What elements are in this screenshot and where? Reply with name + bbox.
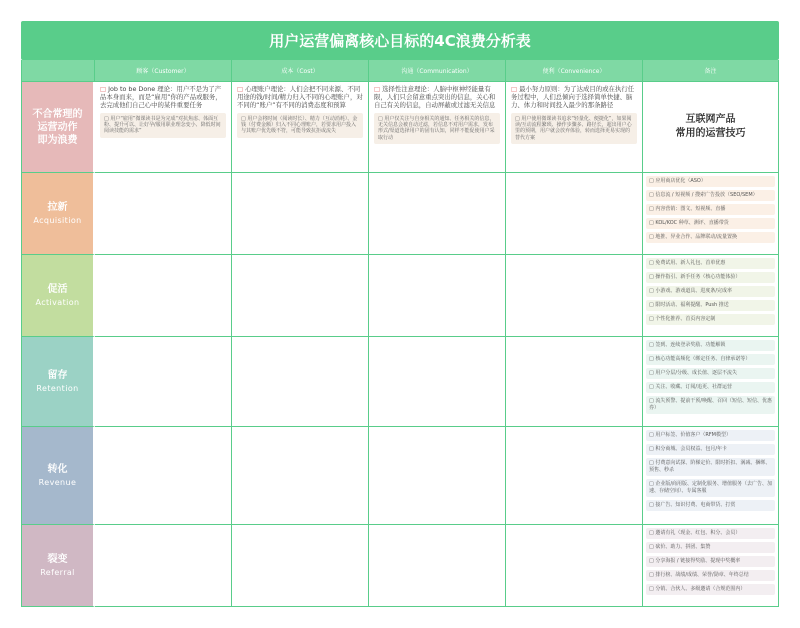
empty-cell[interactable]: [369, 173, 506, 255]
note-text: 排行榜、战绩/成绩、荣誉/勋章、年终总结: [655, 572, 749, 578]
bullet-icon: □: [649, 302, 656, 308]
cost-note: [237, 113, 363, 138]
communication-theory-text: 选择性注意理论：人脑中枢神经能量有限，人们只会留意重点突出的信息，关心和自己有关的信息，自动屏蔽或过滤无关信息: [374, 85, 496, 110]
empty-cell[interactable]: [369, 255, 506, 337]
convenience-theory-text: 最小努力原则：为了达成目的或在执行任务过程中，人们总倾向于选择简单快捷、脑力、体力和时间投入最少的那条路径: [511, 85, 635, 110]
stage-notes: [643, 173, 779, 255]
note-item: [646, 232, 775, 243]
empty-cell[interactable]: [95, 525, 232, 607]
stage-label-cn: 留存: [47, 369, 68, 381]
note-text: 个性化推荐、首页内容定制: [655, 316, 716, 322]
note-item: [646, 368, 775, 379]
stage-label: [21, 427, 95, 525]
note-text: 小游戏、游戏道具、进度条/完成率: [655, 288, 733, 294]
empty-cell[interactable]: [95, 337, 232, 427]
note-item: [646, 500, 775, 511]
empty-cell[interactable]: [369, 337, 506, 427]
page-title: 用户运营偏离核心目标的4C浪费分析表: [21, 21, 779, 60]
stage-label-en: Acquisition: [33, 215, 82, 225]
header-corner: [21, 60, 95, 82]
stage-row: [21, 173, 779, 255]
bullet-icon: □: [649, 342, 656, 348]
bullet-icon: □: [649, 544, 656, 550]
note-item: [646, 542, 775, 553]
empty-cell[interactable]: [232, 255, 369, 337]
note-text: KOL/KOC 种草、测评、直播带货: [655, 220, 729, 226]
stage-row: [21, 255, 779, 337]
empty-cell[interactable]: [232, 525, 369, 607]
header-communication: 沟通（Communication）: [369, 60, 506, 82]
bullet-icon: □: [649, 446, 656, 452]
note-item: [646, 528, 775, 539]
note-item: [646, 382, 775, 393]
customer-theory-text: Job to be Done 理论：用户不是为了产品本身而来，而是“雇用”你的产品或服务，去完成他们自己心中的某件重要任务: [100, 85, 222, 110]
empty-cell[interactable]: [506, 173, 643, 255]
stage-label-en: Referral: [40, 567, 75, 577]
stage-rows: [21, 173, 779, 607]
bullet-icon: □: [374, 85, 383, 93]
stage-notes: [643, 337, 779, 427]
note-item: [646, 556, 775, 567]
cost-note-text: 用户会将时间（阅读时长）、精力（互动消耗）、金钱（付费金额）归入不同心理账户，若要求用户投入与其账户优先级不符，可能导致抗拒或流失: [241, 115, 358, 135]
bullet-icon: □: [649, 220, 656, 226]
stage-label-cn: 转化: [47, 463, 68, 475]
stage-row: [21, 337, 779, 427]
note-text: 信息流 / 短视频 / 搜索广告投放（SEO/SEM）: [655, 192, 758, 198]
note-item: [646, 354, 775, 365]
remark-heading-cell: [643, 82, 779, 173]
note-text: 付费意向试探、阶梯定价、限时折扣、满减、捆绑、预售、秒杀: [649, 460, 771, 473]
stage-row: [21, 427, 779, 525]
bullet-icon: □: [649, 274, 656, 280]
note-item: [646, 218, 775, 229]
note-item: [646, 458, 775, 476]
header-cost: 成本（Cost）: [232, 60, 369, 82]
bullet-icon: □: [649, 356, 656, 362]
customer-theory: [100, 85, 226, 110]
stage-label-cn: 促活: [47, 283, 68, 295]
note-text: 签到、连续登录奖励、功能解锁: [655, 342, 726, 348]
bullet-icon: □: [649, 234, 656, 240]
note-text: 接广告、知识付费、电商带货、打赏: [655, 502, 736, 508]
empty-cell[interactable]: [232, 337, 369, 427]
cost-theory-cell: [232, 82, 369, 173]
bullet-icon: □: [241, 115, 248, 122]
bullet-icon: □: [649, 178, 656, 184]
header-convenience: 便利（Convenience）: [506, 60, 643, 82]
note-item: [646, 479, 775, 497]
bullet-icon: □: [649, 288, 656, 294]
empty-cell[interactable]: [232, 427, 369, 525]
note-text: 限时活动、福利提醒、Push 推送: [655, 302, 729, 308]
note-item: [646, 430, 775, 441]
stage-label: [21, 173, 95, 255]
empty-cell[interactable]: [95, 173, 232, 255]
bullet-icon: □: [378, 115, 385, 122]
stage-label-en: Activation: [35, 297, 80, 307]
bullet-icon: □: [649, 481, 656, 487]
bullet-icon: □: [100, 85, 109, 93]
header-customer: 顾客（Customer）: [95, 60, 232, 82]
convenience-theory: [511, 85, 637, 110]
header-remark: 备注: [643, 60, 779, 82]
bullet-icon: □: [649, 586, 656, 592]
stage-notes: [643, 255, 779, 337]
note-item: [646, 396, 775, 414]
header-row: [21, 60, 779, 82]
bullet-icon: □: [649, 530, 656, 536]
customer-note-text: 用户“雇用”微课读书是为完成“对抗焦虑、体面互粉、提升可以、让好孕/服用职业理念变小、降低时间阅读技能的需求”: [104, 115, 221, 135]
stage-label-en: Retention: [36, 383, 79, 393]
stage-notes: [643, 525, 779, 607]
bullet-icon: □: [649, 398, 656, 404]
bullet-icon: □: [649, 384, 656, 390]
note-text: 关注、收藏、订阅/追更、社群运营: [655, 384, 733, 390]
note-item: [646, 570, 775, 581]
convenience-note: [511, 113, 637, 145]
bullet-icon: □: [649, 460, 656, 466]
note-text: 分销、合伙人、多级邀请（合规范围内）: [655, 586, 746, 592]
convenience-note-text: 用户使用微课读书追求“轻量化、便捷化”，如果阅读/互动流程繁琐、操作步骤多、路径长，超出用户心里的预期，用户就会放弃体验，转而选择更易实现的替代方案: [515, 115, 632, 141]
customer-note: [100, 113, 226, 138]
note-item: [646, 300, 775, 311]
bullet-icon: □: [649, 502, 656, 508]
bullet-icon: □: [649, 316, 656, 322]
note-text: 地推、异业合作、品牌联动/流量置换: [655, 234, 738, 240]
empty-cell[interactable]: [506, 255, 643, 337]
cost-theory: [237, 85, 363, 110]
stage-label: [21, 525, 95, 607]
communication-theory: [374, 85, 500, 110]
bullet-icon: □: [237, 85, 246, 93]
note-item: [646, 190, 775, 201]
bullet-icon: □: [649, 206, 656, 212]
stage-label-cn: 裂变: [47, 553, 68, 565]
note-item: [646, 272, 775, 283]
bullet-icon: □: [649, 260, 656, 266]
bullet-icon: □: [511, 85, 520, 93]
convenience-theory-cell: [506, 82, 643, 173]
stage-label: [21, 255, 95, 337]
empty-cell[interactable]: [232, 173, 369, 255]
remark-heading: 互联网产品: [685, 114, 736, 125]
note-text: 用户标签、价值客户（RFM模型）: [655, 432, 731, 438]
row-label-waste: [21, 82, 95, 173]
note-text: 分享海报 / 链接得奖励、提现中奖概率: [655, 558, 741, 564]
note-item: [646, 286, 775, 297]
bullet-icon: □: [515, 115, 522, 122]
waste-label-line: 运营动作: [37, 121, 78, 133]
note-item: [646, 314, 775, 325]
bullet-icon: □: [649, 432, 656, 438]
waste-row: [21, 82, 779, 173]
empty-cell[interactable]: [506, 427, 643, 525]
stage-label-cn: 拉新: [47, 201, 68, 213]
communication-note-text: 用户仅关注与自身相关的通知、任务相关的信息，无关信息会被自动过滤，若信息不对用户需求，发布形式/渠道选择用户的固有认知，同样不能促使用户采取行动: [378, 115, 495, 141]
note-text: 砍价、助力、拼团、集赞: [655, 544, 711, 550]
note-text: 邀请有礼（现金、红包、积分、会员）: [655, 530, 741, 536]
customer-theory-cell: [95, 82, 232, 173]
waste-label-line: 不合常理的: [32, 108, 83, 120]
stage-row: [21, 525, 779, 607]
bullet-icon: □: [649, 572, 656, 578]
analysis-table: [21, 60, 779, 607]
note-item: [646, 258, 775, 269]
empty-cell[interactable]: [95, 255, 232, 337]
note-item: [646, 444, 775, 455]
stage-label: [21, 337, 95, 427]
communication-note: [374, 113, 500, 145]
note-item: [646, 584, 775, 595]
empty-cell[interactable]: [369, 427, 506, 525]
note-item: [646, 204, 775, 215]
empty-cell[interactable]: [369, 525, 506, 607]
note-item: [646, 176, 775, 187]
note-text: 流失预警、提前干预/唤醒、召回（短信、短信、优惠券）: [649, 398, 773, 411]
empty-cell[interactable]: [506, 525, 643, 607]
stage-label-en: Revenue: [38, 477, 77, 487]
note-text: 内容营销：图文、短视频、直播: [655, 206, 726, 212]
analysis-sheet: [21, 21, 779, 609]
cost-theory-text: 心理账户理论：人们会把不同来源、不同用途的钱/时间/精力归入不同的心理账户，对不同的“账户”有不同的消费态度和预算: [237, 85, 363, 110]
note-text: 核心功能高频化（绑定任务、自律承诺等）: [655, 356, 751, 362]
bullet-icon: □: [649, 370, 656, 376]
note-text: 应用商店优化（ASO）: [655, 178, 706, 184]
bullet-icon: □: [649, 558, 656, 564]
bullet-icon: □: [649, 192, 656, 198]
empty-cell[interactable]: [506, 337, 643, 427]
stage-notes: [643, 427, 779, 525]
note-text: 操作指引、新手任务（核心功能体验）: [655, 274, 741, 280]
empty-cell[interactable]: [95, 427, 232, 525]
note-text: 免费试用、新人礼包、首单优惠: [655, 260, 726, 266]
note-text: 用户分层/分级、成长值、逐层不流失: [655, 370, 738, 376]
note-text: 积分商城、会员权益、包月/年卡: [655, 446, 728, 452]
bullet-icon: □: [104, 115, 111, 122]
waste-label-line: 即为浪费: [37, 134, 78, 146]
remark-heading: 常用的运营技巧: [675, 128, 746, 139]
communication-theory-cell: [369, 82, 506, 173]
note-item: [646, 340, 775, 351]
note-text: 企业版/商用版、定制化服务、增值服务（去广告、加速、存储空间）、专属客服: [649, 481, 773, 494]
